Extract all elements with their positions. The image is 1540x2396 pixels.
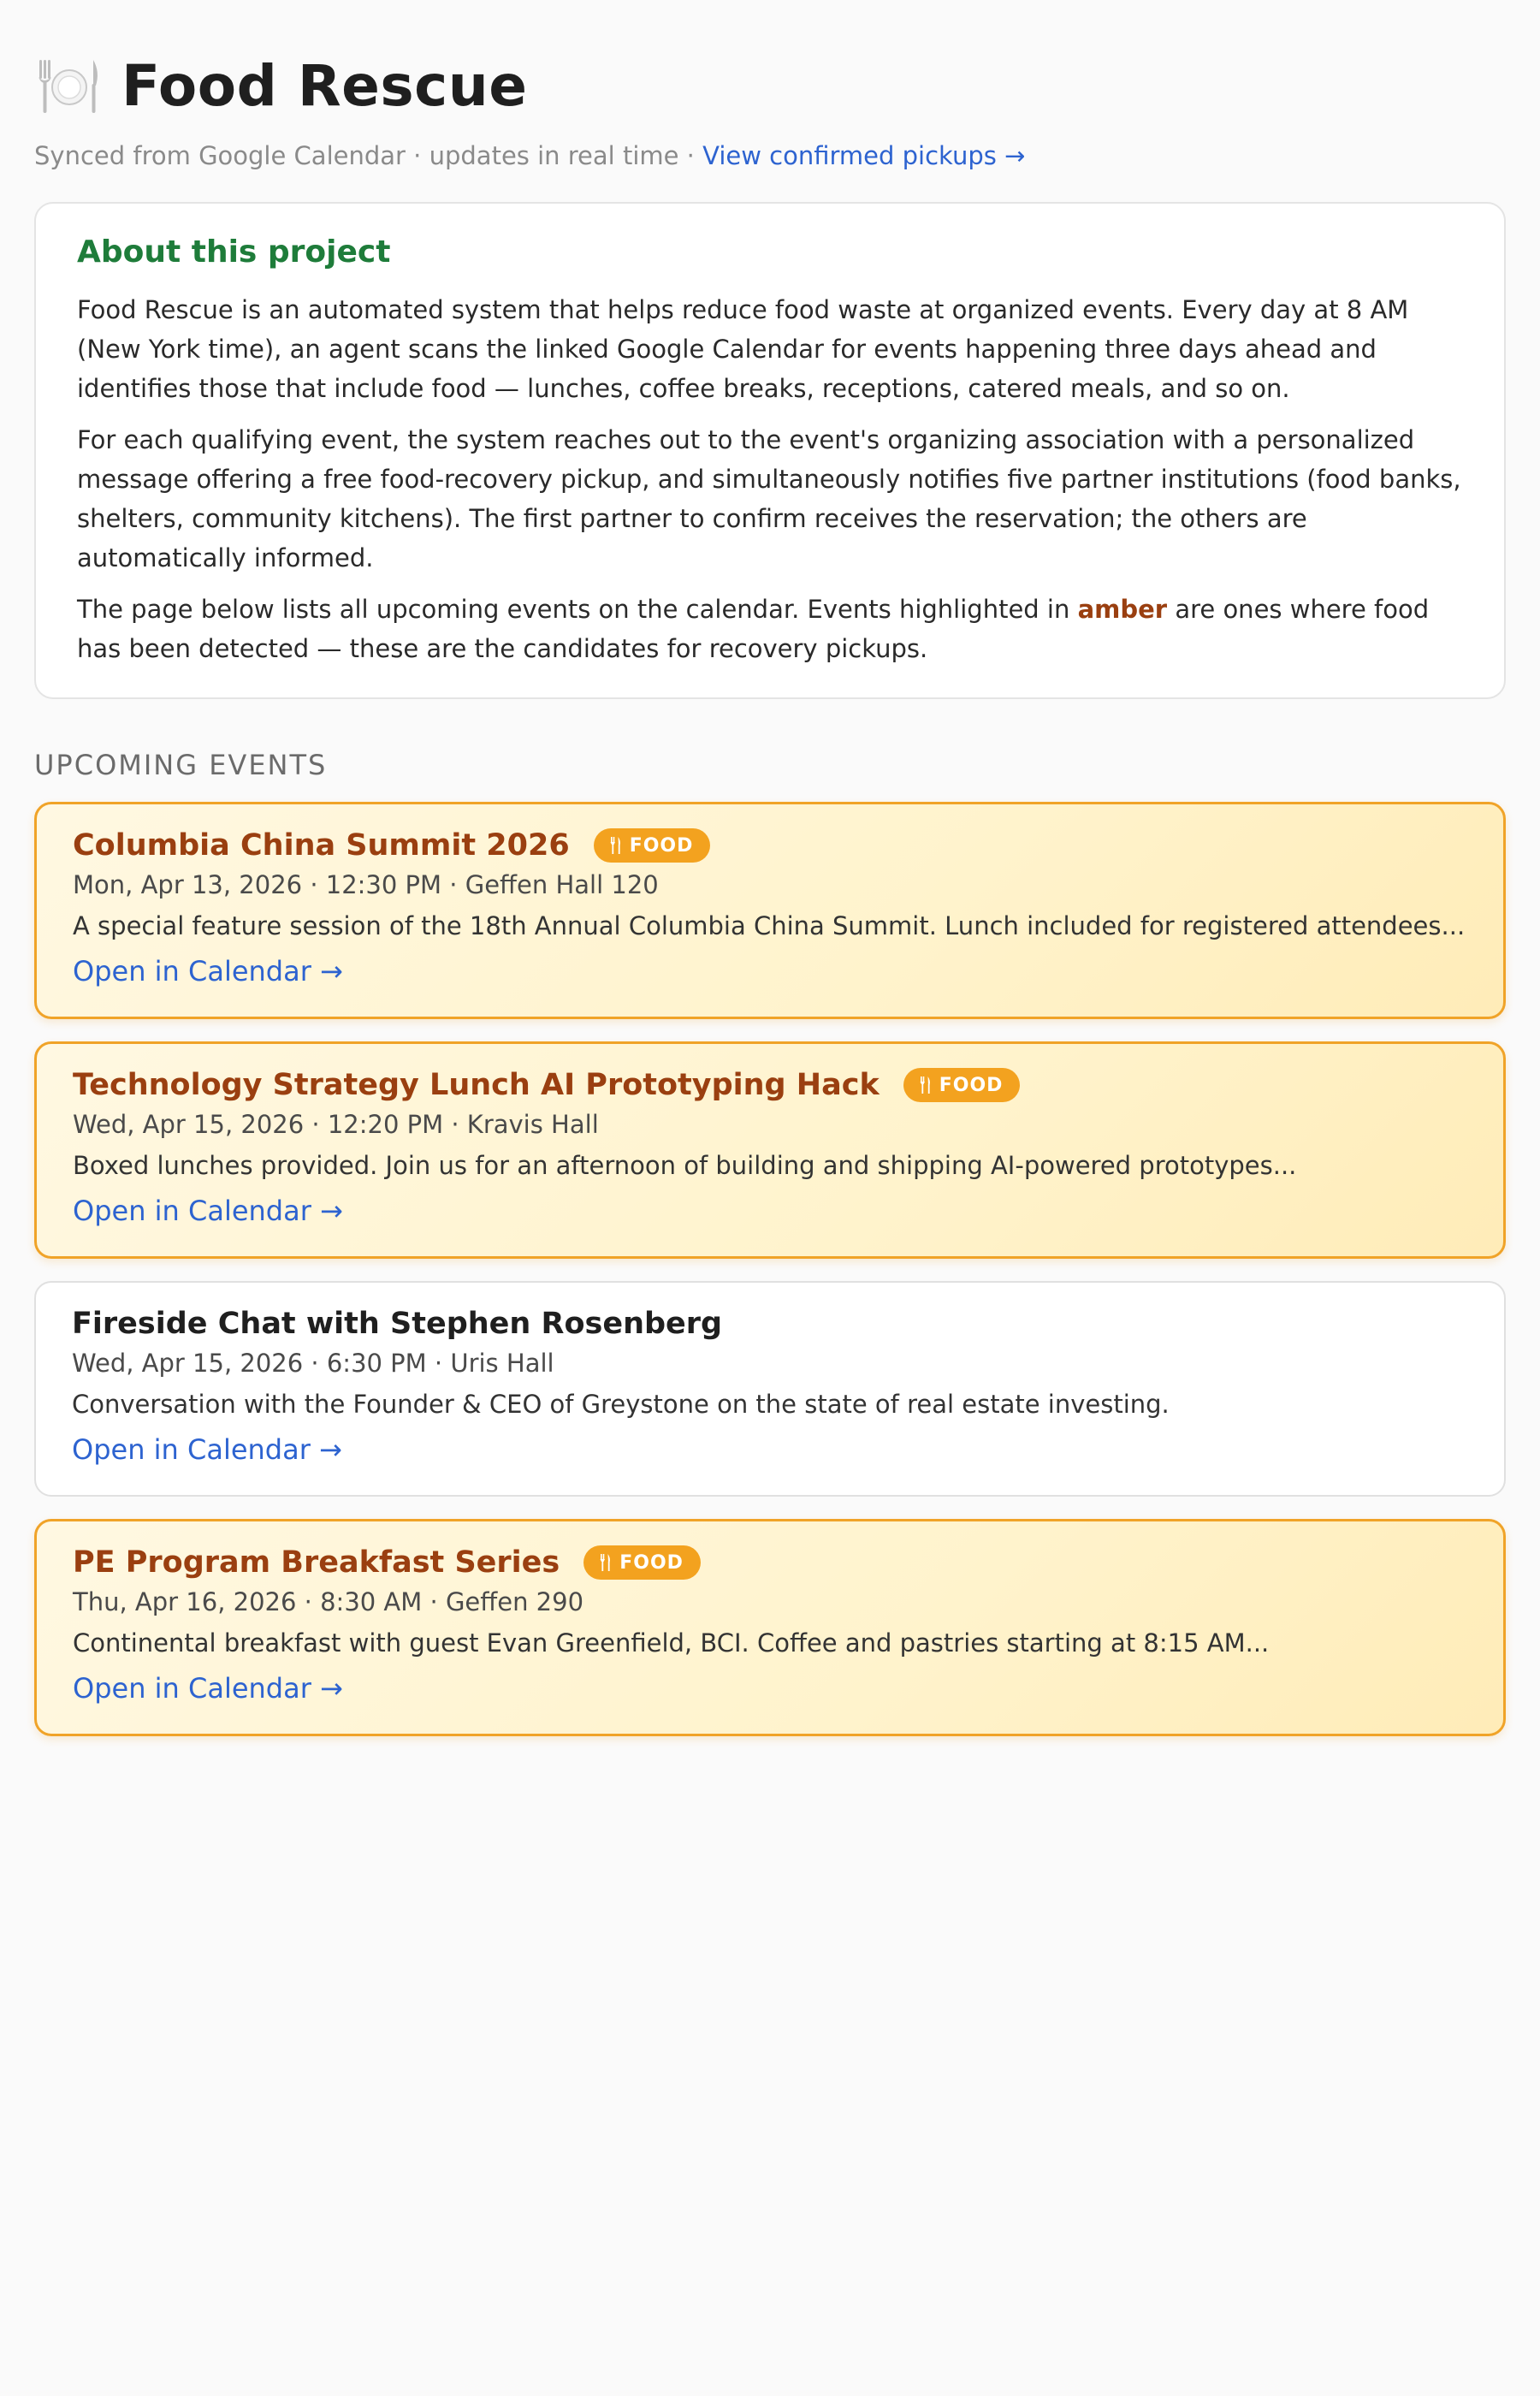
event-title-row	[73, 828, 1467, 863]
page-title: Food Rescue	[121, 52, 528, 119]
open-in-calendar-link[interactable]: Open in Calendar →	[73, 1672, 343, 1705]
event-title-row	[73, 1545, 1467, 1580]
page-subtitle	[34, 139, 1506, 173]
page-header	[34, 51, 1506, 120]
about-paragraph-3-start: The page below lists all upcoming events on the calendar. Events highlighted in	[77, 595, 1078, 624]
fork-knife-icon	[609, 836, 623, 855]
event-date-location: Wed, Apr 15, 2026 · 6:30 PM · Uris Hall	[72, 1349, 554, 1378]
about-paragraph-3	[77, 590, 1463, 668]
event-title-row	[72, 1307, 1468, 1341]
fork-knife-icon	[919, 1076, 933, 1094]
open-in-calendar-link[interactable]: Open in Calendar →	[72, 1433, 342, 1466]
event-title: PE Program Breakfast Series	[73, 1545, 560, 1580]
upcoming-events-heading: UPCOMING EVENTS	[34, 749, 328, 781]
open-in-calendar-link[interactable]: Open in Calendar →	[73, 955, 343, 987]
about-panel	[34, 202, 1506, 699]
event-date-location: Wed, Apr 15, 2026 · 12:20 PM · Kravis Hall	[73, 1110, 599, 1139]
event-date-location: Thu, Apr 16, 2026 · 8:30 AM · Geffen 290	[73, 1587, 584, 1616]
event-card	[34, 1041, 1506, 1259]
about-paragraph-1: Food Rescue is an automated system that helps reduce food waste at organized events. Every day at 8 AM (New York time), an agent scans the linked Google Calendar for events happening three days ahead and identifies those that include food — lunches, coffee breaks, receptions, catered meals, and so on.	[77, 295, 1409, 403]
food-badge	[903, 1068, 1021, 1102]
event-title: Fireside Chat with Stephen Rosenberg	[72, 1307, 723, 1341]
events-list	[34, 802, 1506, 1736]
event-card	[34, 1281, 1506, 1497]
fork-knife-icon	[599, 1553, 613, 1572]
view-confirmed-pickups-link[interactable]: View confirmed pickups →	[702, 141, 1026, 170]
food-badge	[583, 1545, 701, 1580]
food-badge-label: FOOD	[629, 834, 694, 857]
event-description: A special feature session of the 18th Annual Columbia China Summit. Lunch included for registered attendees...	[73, 911, 1466, 940]
about-paragraph-3-end: are ones where food has been detected — these are the candidates for recovery pickups.	[77, 595, 1430, 663]
food-badge-label: FOOD	[939, 1074, 1004, 1096]
sync-status-text: Synced from Google Calendar · updates in real time ·	[34, 141, 703, 170]
event-title: Technology Strategy Lunch AI Prototyping Hack	[73, 1068, 880, 1102]
food-badge	[594, 828, 711, 863]
event-title-row	[73, 1068, 1467, 1102]
event-description: Continental breakfast with guest Evan Greenfield, BCI. Coffee and pastries starting at 8:15 AM...	[73, 1628, 1270, 1658]
about-paragraph-2: For each qualifying event, the system reaches out to the event's organizing association with a personalized message offering a free food-recovery pickup, and simultaneously notifies five partner institutions (food banks, shelters, community kitchens). The first partner to confirm receives the reservation; the others are automatically informed.	[77, 425, 1461, 572]
open-in-calendar-link[interactable]: Open in Calendar →	[73, 1195, 343, 1227]
event-title: Columbia China Summit 2026	[73, 828, 570, 863]
event-date-location: Mon, Apr 13, 2026 · 12:30 PM · Geffen Hall 120	[73, 870, 659, 899]
event-card	[34, 1519, 1506, 1736]
food-badge-label: FOOD	[619, 1551, 684, 1574]
event-description: Boxed lunches provided. Join us for an afternoon of building and shipping AI-powered prototypes...	[73, 1151, 1297, 1180]
event-description: Conversation with the Founder & CEO of Greystone on the state of real estate investing.	[72, 1390, 1170, 1419]
about-heading: About this project	[77, 234, 391, 270]
amber-highlight-word: amber	[1077, 595, 1168, 624]
event-card	[34, 802, 1506, 1019]
plate-cutlery-icon	[34, 51, 103, 120]
